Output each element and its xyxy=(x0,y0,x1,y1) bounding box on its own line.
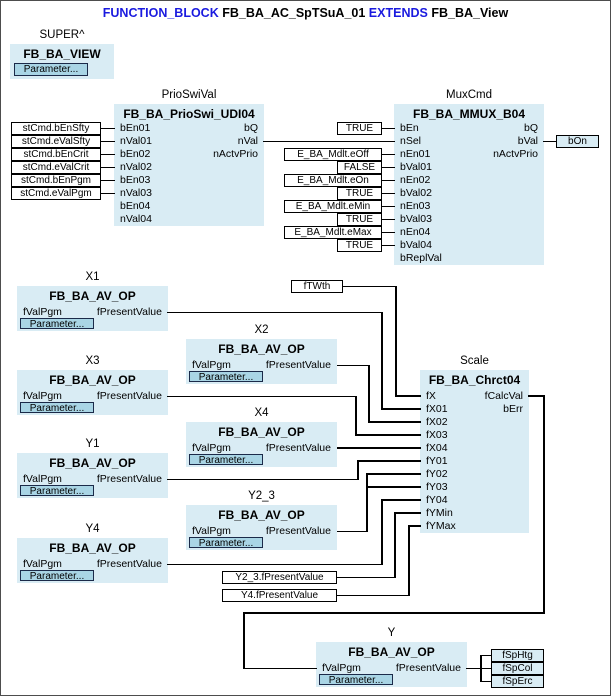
input-ref-box[interactable]: stCmd.eValSfty xyxy=(11,135,101,148)
wire xyxy=(368,421,421,423)
pin-label: fValPgm xyxy=(192,359,231,371)
wire xyxy=(381,193,395,195)
wire xyxy=(368,365,370,423)
pin-label: fY01 xyxy=(426,454,448,467)
pin-label: fValPgm xyxy=(23,473,62,485)
pin-label: fPresentValue xyxy=(395,662,461,674)
pin-label: nVal xyxy=(237,135,258,147)
wire xyxy=(394,512,396,578)
pin-label: fValPgm xyxy=(192,442,231,454)
output-pins xyxy=(493,122,538,161)
pin-label: fX02 xyxy=(426,415,448,428)
input-pins xyxy=(120,122,152,226)
pin-label: nVal03 xyxy=(120,187,152,199)
input-ref-box[interactable]: Y4.fPresentValue xyxy=(222,589,337,602)
type-name: FB_BA_AV_OP xyxy=(218,425,305,439)
wire xyxy=(167,564,383,566)
wire xyxy=(366,473,421,475)
input-ref-box[interactable]: Y2_3.fPresentValue xyxy=(222,571,337,584)
output-ref-box[interactable]: fSpErc xyxy=(491,675,544,688)
wire xyxy=(167,396,357,398)
wire xyxy=(336,595,410,597)
pin-label: fX03 xyxy=(426,428,448,441)
wire xyxy=(466,668,492,670)
wire xyxy=(366,473,368,532)
pin-label: bVal02 xyxy=(400,187,432,199)
keyword-function-block: FUNCTION_BLOCK xyxy=(102,6,219,20)
function-block-prioswival[interactable] xyxy=(114,104,264,226)
wire xyxy=(100,154,115,156)
pin-label: nVal02 xyxy=(120,161,152,173)
instance-label: X1 xyxy=(85,271,100,283)
parameter-button[interactable]: Parameter... xyxy=(189,537,263,548)
wire xyxy=(100,193,115,195)
type-name: FB_BA_AV_OP xyxy=(218,342,305,356)
output-pins xyxy=(213,122,258,161)
keyword-extends: EXTENDS xyxy=(368,6,428,20)
input-ref-box[interactable]: E_BA_Mdlt.eOff xyxy=(284,148,382,161)
function-block-super[interactable] xyxy=(10,44,114,79)
pin-label: bVal03 xyxy=(400,213,432,225)
pin-label: fPresentValue xyxy=(265,359,331,371)
wire xyxy=(263,141,395,143)
function-block-x3[interactable] xyxy=(17,370,168,415)
pin-label: bVal01 xyxy=(400,161,432,173)
wire xyxy=(381,245,395,247)
pin-label: fX xyxy=(426,389,436,402)
wire xyxy=(366,486,421,488)
input-ref-box[interactable]: FALSE xyxy=(337,161,382,174)
pin-label: nVal04 xyxy=(120,213,152,225)
input-ref-box[interactable]: E_BA_Mdlt.eOn xyxy=(284,174,382,187)
wire xyxy=(543,141,557,143)
pin-label: bEn01 xyxy=(120,122,151,134)
pin-label: fPresentValue xyxy=(96,306,162,318)
pin-label: fX01 xyxy=(426,402,448,415)
wire xyxy=(357,460,421,462)
input-ref-box[interactable]: fTWth xyxy=(291,280,343,293)
wire xyxy=(337,365,370,367)
pin-label: fY04 xyxy=(426,493,448,506)
pin-label: nActvPrio xyxy=(493,148,538,160)
type-name: FB_BA_AV_OP xyxy=(348,645,435,659)
instance-label: MuxCmd xyxy=(445,89,492,101)
wire xyxy=(394,512,421,514)
pin-label: bEn04 xyxy=(120,200,151,212)
wire xyxy=(243,668,317,670)
input-ref-box[interactable]: E_BA_Mdlt.eMin xyxy=(284,200,382,213)
wire xyxy=(381,499,383,565)
pin-label: bVal04 xyxy=(400,239,432,251)
function-block-x2[interactable] xyxy=(186,339,337,384)
function-block-y2_3[interactable] xyxy=(186,505,337,550)
parameter-button[interactable]: Parameter... xyxy=(319,674,393,685)
instance-label: Y4 xyxy=(85,523,100,535)
function-block-scale[interactable] xyxy=(420,370,529,533)
wire xyxy=(381,499,421,501)
parameter-button[interactable]: Parameter... xyxy=(20,485,94,496)
input-ref-box[interactable]: stCmd.eValPgm xyxy=(11,187,101,200)
instance-label: Y xyxy=(387,627,396,639)
wire xyxy=(243,612,245,669)
type-name: FB_BA_AV_OP xyxy=(49,541,136,555)
instance-label: Y1 xyxy=(85,438,100,450)
pin-label: nVal01 xyxy=(120,135,152,147)
pin-label: fValPgm xyxy=(322,662,361,674)
type-name: FB_BA_AV_OP xyxy=(49,289,136,303)
instance-label: X3 xyxy=(85,355,100,367)
pin-label: fValPgm xyxy=(23,558,62,570)
instance-label: X4 xyxy=(254,407,269,419)
pin-label: fValPgm xyxy=(192,525,231,537)
pin-label: bEn02 xyxy=(120,148,151,160)
wire xyxy=(100,128,115,130)
pin-label: bReplVal xyxy=(400,252,442,264)
pin-label: nEn02 xyxy=(400,174,431,186)
pin-label: nEn03 xyxy=(400,200,431,212)
input-pins xyxy=(426,390,456,533)
parameter-button[interactable]: Parameter... xyxy=(20,402,94,413)
wire xyxy=(381,408,421,410)
wire xyxy=(337,447,421,449)
wire xyxy=(336,577,396,579)
parameter-button[interactable]: Parameter... xyxy=(20,318,94,329)
type-name: FB_BA_AV_OP xyxy=(218,508,305,522)
function-block-y4[interactable] xyxy=(17,538,168,583)
input-ref-box[interactable]: stCmd.bEnPgm xyxy=(11,174,101,187)
pin-label: fPresentValue xyxy=(265,525,331,537)
wire xyxy=(543,395,545,614)
pin-label: fCalcVal xyxy=(484,389,523,402)
pin-label: nSel xyxy=(400,135,422,147)
input-ref-box[interactable]: TRUE xyxy=(337,122,382,135)
wire xyxy=(395,395,421,397)
instance-label: Scale xyxy=(460,355,489,367)
type-name: FB_BA_Chrct04 xyxy=(428,373,521,387)
wire xyxy=(381,167,395,169)
input-pins xyxy=(400,122,442,265)
wire xyxy=(408,525,410,596)
pin-label: fYMin xyxy=(426,506,453,519)
wire xyxy=(167,479,359,481)
output-ref-box[interactable]: fSpHtg xyxy=(491,649,544,662)
wire xyxy=(381,180,395,182)
pin-label: fPresentValue xyxy=(96,558,162,570)
wire xyxy=(480,655,492,657)
wire xyxy=(480,681,492,683)
output-ref-box[interactable]: fSpCol xyxy=(491,662,544,675)
pin-label: fPresentValue xyxy=(265,442,331,454)
wire xyxy=(355,434,421,436)
parent-block-name: FB_BA_View xyxy=(431,6,509,20)
instance-label: SUPER^ xyxy=(39,29,85,41)
function-block-x4[interactable] xyxy=(186,422,337,467)
wire xyxy=(381,232,395,234)
pin-label: fValPgm xyxy=(23,306,62,318)
parameter-button[interactable]: Parameter... xyxy=(20,570,94,581)
pin-label: fY02 xyxy=(426,467,448,480)
type-name: FB_BA_MMUX_B04 xyxy=(412,107,526,121)
wire xyxy=(381,154,395,156)
wire xyxy=(100,167,115,169)
parameter-button[interactable]: Parameter... xyxy=(14,63,88,76)
input-ref-column xyxy=(11,122,101,200)
instance-label: X2 xyxy=(254,324,269,336)
wire xyxy=(357,460,359,480)
input-ref-box[interactable]: stCmd.eValCrit xyxy=(11,161,101,174)
pin-label: fYMax xyxy=(426,519,456,532)
wire xyxy=(167,312,383,314)
wire xyxy=(243,612,545,614)
pin-label: fPresentValue xyxy=(96,473,162,485)
wire xyxy=(337,531,368,533)
wire xyxy=(381,206,395,208)
type-name: FB_BA_VIEW xyxy=(23,47,101,61)
wire xyxy=(100,141,115,143)
input-ref-box[interactable]: TRUE xyxy=(337,239,382,252)
input-ref-box[interactable]: TRUE xyxy=(337,213,382,226)
function-block-name: FB_BA_AC_SpTSuA_01 xyxy=(222,6,366,20)
pin-label: bErr xyxy=(503,402,523,415)
input-ref-box[interactable]: TRUE xyxy=(337,187,382,200)
instance-label: Y2_3 xyxy=(248,490,275,502)
wire xyxy=(342,286,397,288)
pin-label: bQ xyxy=(243,122,258,134)
wire xyxy=(395,286,397,397)
pin-label: fY03 xyxy=(426,480,448,493)
input-ref-column xyxy=(284,148,382,252)
output-ref-box[interactable]: bOn xyxy=(556,135,599,148)
declaration-header xyxy=(1,6,610,20)
pin-label: nEn04 xyxy=(400,226,431,238)
type-name: FB_BA_AV_OP xyxy=(49,456,136,470)
wire xyxy=(381,312,383,410)
pin-label: fPresentValue xyxy=(96,390,162,402)
wire xyxy=(355,396,357,436)
pin-label: bEn03 xyxy=(120,174,151,186)
parameter-button[interactable]: Parameter... xyxy=(189,371,263,382)
input-ref-box[interactable]: E_BA_Mdlt.eMax xyxy=(284,226,382,239)
pin-label: bEn xyxy=(400,122,419,134)
parameter-button[interactable]: Parameter... xyxy=(189,454,263,465)
wire xyxy=(480,655,482,683)
wire xyxy=(100,180,115,182)
wire xyxy=(381,219,395,221)
function-block-muxcmd[interactable] xyxy=(394,104,544,265)
pin-label: bVal xyxy=(517,135,538,147)
function-block-x1[interactable] xyxy=(17,286,168,331)
pin-label: nActvPrio xyxy=(213,148,258,160)
pin-label: fValPgm xyxy=(23,390,62,402)
type-name: FB_BA_AV_OP xyxy=(49,373,136,387)
pin-label: fX04 xyxy=(426,441,448,454)
wire xyxy=(408,525,421,527)
pin-label: bQ xyxy=(523,122,538,134)
input-ref-box[interactable]: stCmd.bEnSfty xyxy=(11,122,101,135)
output-pins xyxy=(485,390,523,416)
pin-label: nEn01 xyxy=(400,148,431,160)
input-ref-box[interactable]: stCmd.bEnCrit xyxy=(11,148,101,161)
wire xyxy=(381,128,395,130)
function-block-y1[interactable] xyxy=(17,453,168,498)
function-block-y[interactable] xyxy=(316,642,467,687)
type-name: FB_BA_PrioSwi_UDI04 xyxy=(123,107,255,121)
instance-label: PrioSwiVal xyxy=(161,89,217,101)
